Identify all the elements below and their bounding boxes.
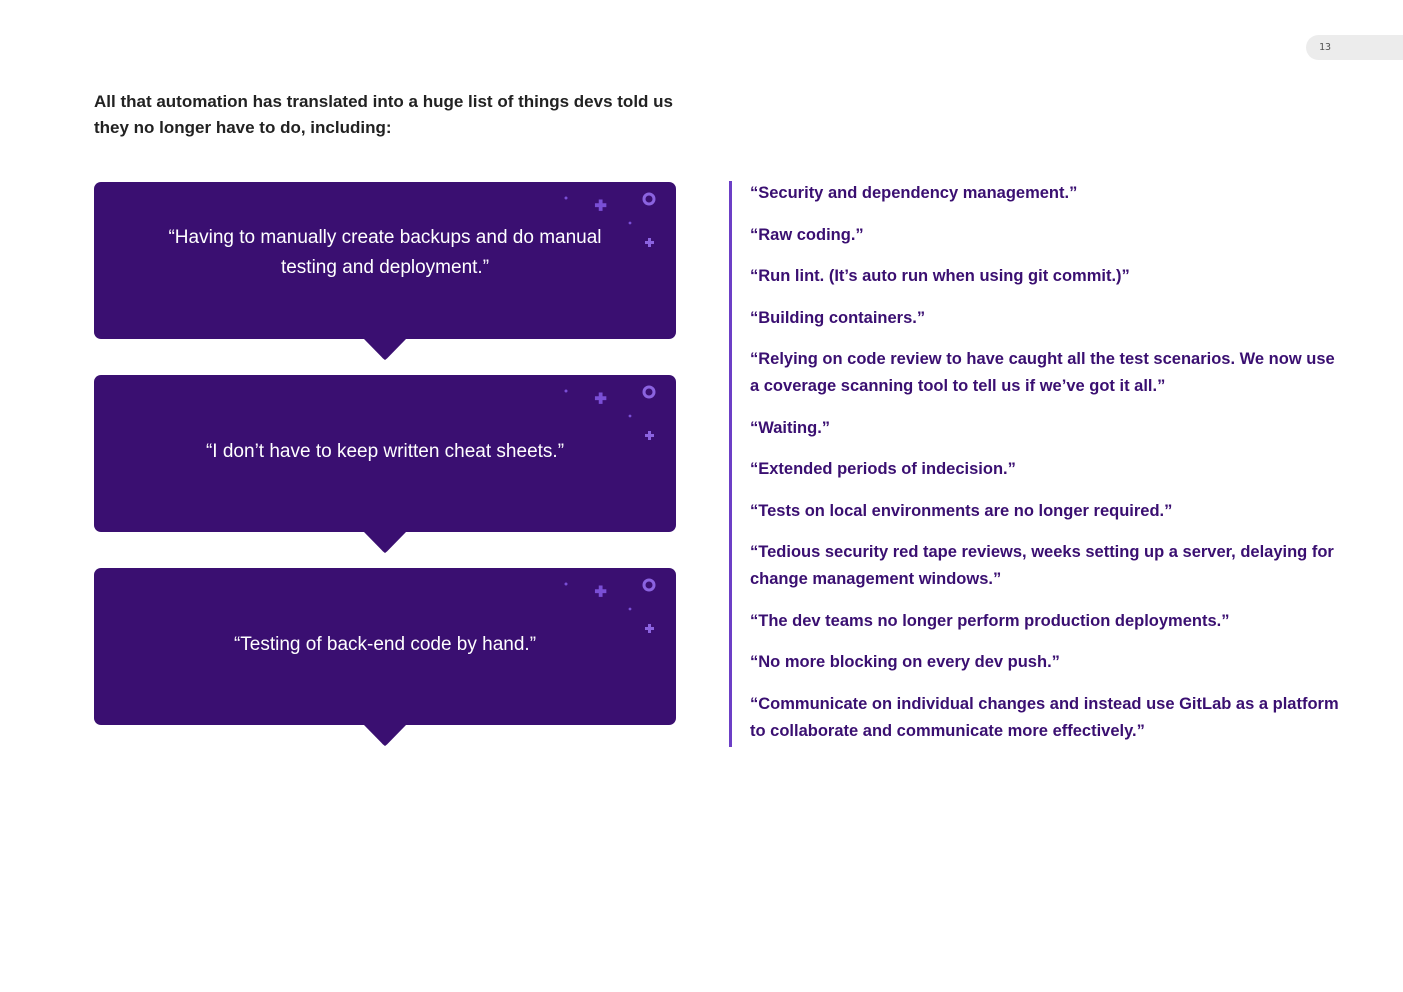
list-item: “Building containers.” xyxy=(750,308,926,327)
quotes-list xyxy=(729,181,1339,747)
list-item: “Waiting.” xyxy=(750,418,831,437)
list-item: “Tests on local environments are no longer required.” xyxy=(750,501,1173,520)
list-item: “Tedious security red tape reviews, weeks setting up a server, delaying for change management windows.” xyxy=(750,543,1334,588)
featured-quote-card xyxy=(94,568,676,725)
list-item: “Run lint. (It’s auto run when using git commit.)” xyxy=(750,267,1130,285)
featured-quote-text: “Having to manually create backups and do manual testing and deployment.” xyxy=(168,226,602,278)
list-item: “Relying on code review to have caught all the test scenarios. We now use a coverage scanning tool to tell us if we’ve got it all.” xyxy=(750,350,1335,395)
page-number: 13 xyxy=(1306,35,1403,60)
featured-quote-card xyxy=(94,375,676,532)
sparkle-decoration-icon xyxy=(558,385,668,445)
list-item: “Communicate on individual changes and instead use GitLab as a platform to collaborate and communicate more effectively.” xyxy=(750,694,1339,740)
speech-pointer xyxy=(364,532,406,553)
featured-quote-text: “Testing of back-end code by hand.” xyxy=(233,633,537,655)
speech-pointer xyxy=(364,339,406,360)
list-item: “Security and dependency management.” xyxy=(750,184,1078,202)
list-item: “No more blocking on every dev push.” xyxy=(750,653,1060,671)
sparkle-decoration-icon xyxy=(558,192,668,252)
featured-quote-text: “I don’t have to keep written cheat sheets.” xyxy=(205,440,565,462)
list-item: “The dev teams no longer perform production deployments.” xyxy=(750,611,1230,630)
featured-quote-card xyxy=(94,182,676,339)
speech-pointer xyxy=(364,725,406,746)
list-item: “Raw coding.” xyxy=(750,225,864,244)
intro-heading: All that automation has translated into a huge list of things devs told us they no longer have to do, including: xyxy=(94,92,673,137)
list-item: “Extended periods of indecision.” xyxy=(750,460,1016,478)
sparkle-decoration-icon xyxy=(558,578,668,638)
